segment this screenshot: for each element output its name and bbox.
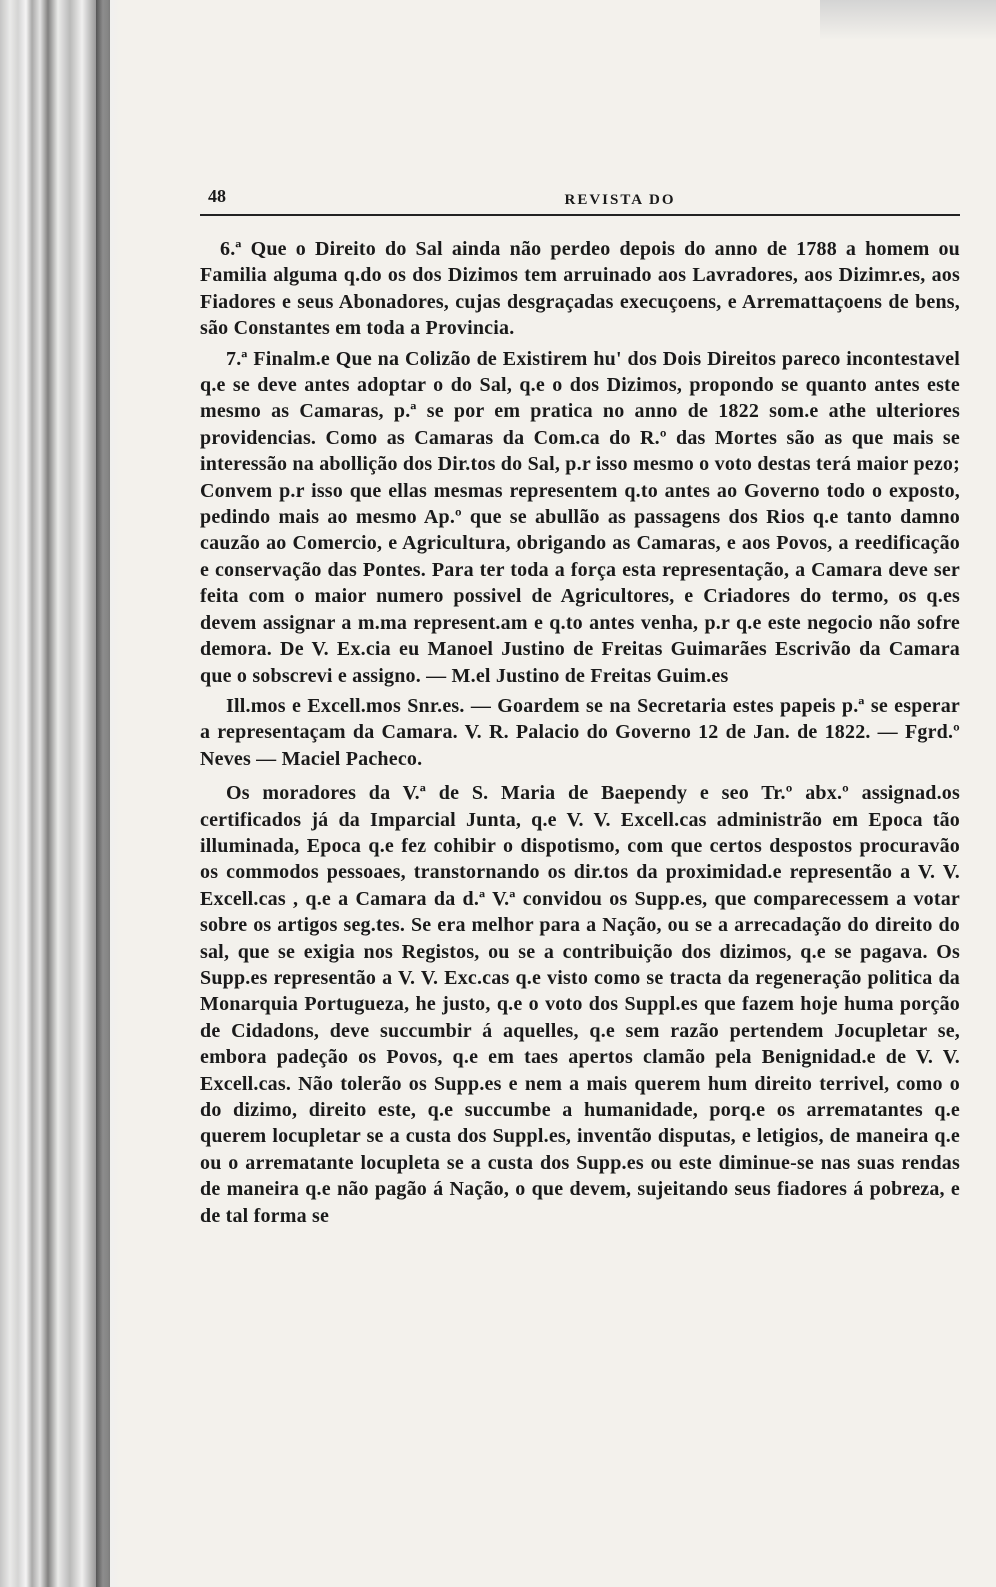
- paragraph-item-6: 6.ª Que o Direito do Sal ainda não perdeo depois do anno de 1788 a homem ou Familia alguma q.do os dos Dizimos tem arruinado aos Lavradores, aos Dizimr.es, aos Fiadores e seus Abonadores, cujas desgraçadas execuçoens, e Arremattaçoens de bens, são Constantes em toda a Provincia.: [200, 238, 960, 340]
- paragraph-dispatch: Ill.mos e Excell.mos Snr.es. — Goardem se na Secretaria estes papeis p.ª se esperar a representaçam da Camara. V. R. Palacio do Governo 12 de Jan. de 1822. — Fgrd.º Neves — Maciel Pacheco.: [200, 694, 960, 770]
- body-text: [200, 236, 960, 1229]
- running-header: [200, 178, 960, 216]
- page-binding-shadow: [96, 0, 110, 1587]
- page-number: 48: [208, 186, 226, 206]
- scan-smudge: [820, 0, 996, 40]
- paragraph-petition: Os moradores da V.ª de S. Maria de Baependy e seo Tr.º abx.º assignad.os certificados já da Imparcial Junta, q.e V. V. Excell.cas administrão em Epoca tão illuminada, Epoca q.e fez cohibir o dispotismo, com que certos despostos procuravão os commodos pessoaes, transtornando os dir.tos da proximidad.e representão a V. V. Excell.cas , q.e a Camara da d.ª V.ª convidou os Supp.es, que comparecessem a votar sobre os artigos seg.tes. Se era melhor para a Nação, ou se a arrecadação do direito do sal, que se exigia nos Registos, ou se a contribuição dos dizimos, q.e se pagava. Os Supp.es representão a V. V. Exc.cas q.e visto como se tracta da regeneração politica da Monarquia Portugueza, he justo, q.e o voto dos Suppl.es que fazem hoje huma porção de Cidadons, deve succumbir á aquelles, q.e sem razão pertendem Jocupletar se, embora padeção os Povos, q.e em taes apertos clamão pela Benignidad.e de V. V. Excell.cas. Não tolerão os Supp.es e nem a mais querem hum direito terrivel, como o do dizimo, direito este, q.e succumbe a humanidade, porq.e os arrematantes q.e querem locupletar se a custa dos Suppl.es, inventão disputas, e letigios, de maneira q.e ou o arrematante locupleta se a custa dos Supp.es ou este diminue-se nas suas rendas de maneira q.e não pagão á Nação, o que devem, sujeitando seus fiadores á pobreza, e de tal forma se: [200, 782, 960, 1227]
- paragraph-item-7: 7.ª Finalm.e Que na Colizão de Existirem hu' dos Dois Direitos pareco incontestavel q.e se deve antes adoptar o do Sal, q.e o dos Dizimos, propondo se quanto antes este mesmo as Camaras, p.ª se por em pratica no anno de 1822 som.e athe ulteriores providencias. Como as Camaras da Com.ca do R.º das Mortes são as que mais se interessão na abollição dos Dir.tos do Sal, p.r isso mesmo o voto destas terá maior pezo; Convem p.r isso que ellas mesmas representem q.to antes ao Governo todo o exposto, pedindo mais ao mesmo Ap.º que se abullão as passagens dos Rios q.e tanto damno cauzão ao Comercio, e Agricultura, obrigando as Camaras, e aos Povos, a reedificação e conservação das Pontes. Para ter toda a força esta representação, a Camara deve ser feita com o maior numero possivel de Agricultores, e Criadores do termo, os q.es devem assignar a m.ma represent.am e q.to antes venha, p.r q.e este negocio não sofre demora. De V. Ex.cia eu Manoel Justino de Freitas Guimarães Escrivão da Camara que o sobscrevi e assigno. — M.el Justino de Freitas Guim.es: [200, 347, 960, 687]
- document-page: [200, 178, 960, 1233]
- header-title: REVISTA DO: [564, 192, 676, 208]
